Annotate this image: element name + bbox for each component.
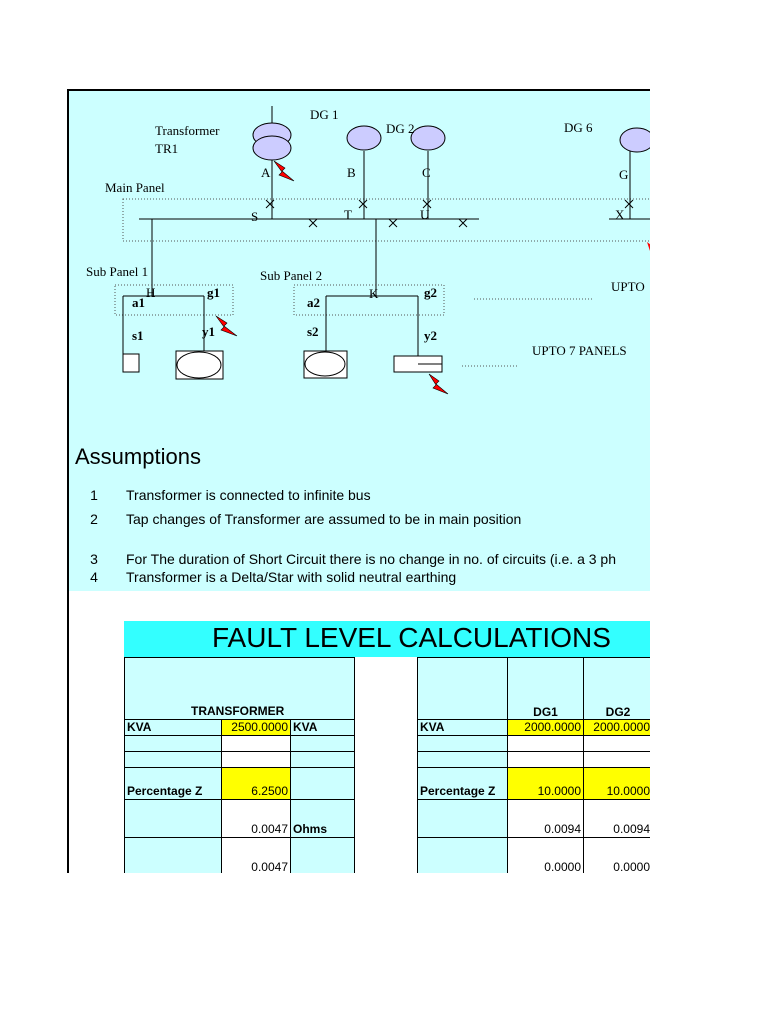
transformer-pz-label: Percentage Z — [124, 767, 222, 800]
node-c-label: C — [422, 165, 431, 180]
transformer-header: TRANSFORMER — [191, 704, 285, 718]
main-panel-label: Main Panel — [105, 180, 165, 195]
dg2-pz-value[interactable]: 10.0000 — [583, 767, 650, 800]
transformer-kva-label: KVA — [124, 719, 222, 736]
sp2-s2-label: s2 — [307, 324, 319, 339]
dg1-generator-icon — [347, 126, 381, 150]
sp1-y1-label: y1 — [202, 324, 215, 339]
sp1-g1-label: g1 — [207, 285, 220, 300]
s1-load — [123, 354, 139, 372]
worksheet — [67, 89, 650, 873]
sp2-g2-label: g2 — [424, 285, 437, 300]
bus-x-label: X — [615, 207, 625, 222]
dg2-generator-icon — [411, 126, 445, 150]
upto-label: UPTO — [611, 279, 645, 294]
fault-marker-icon — [216, 316, 237, 336]
dg2-ohms-value: 0.0094 — [583, 799, 650, 838]
sp1-a1-label: a1 — [132, 295, 145, 310]
dg-kva-label: KVA — [417, 719, 508, 736]
transformer-ohms-unit: Ohms — [290, 799, 355, 838]
bus-t-label: T — [344, 207, 352, 222]
upto-7-panels-label: UPTO 7 PANELS — [532, 343, 627, 358]
fault-marker-icon — [274, 161, 294, 181]
assumption-text: Transformer is a Delta/Star with solid neutral earthing — [126, 569, 457, 585]
assumption-number: 4 — [90, 569, 98, 585]
assumption-text: Transformer is connected to infinite bus — [126, 487, 371, 503]
transformer-last-value: 0.0047 — [221, 837, 291, 873]
assumption-number: 3 — [90, 551, 98, 567]
transformer-ohms-value: 0.0047 — [221, 799, 291, 838]
dg1-kva-value[interactable]: 2000.0000 — [507, 719, 584, 736]
dg2-label: DG 2 — [386, 121, 415, 136]
y1-motor-icon — [177, 352, 221, 378]
sp1-s1-label: s1 — [132, 328, 144, 343]
transformer-label: Transformer — [155, 123, 220, 138]
breaker-marks — [266, 200, 633, 227]
dg6-label: DG 6 — [564, 120, 593, 135]
main-panel-box — [123, 199, 650, 241]
assumption-number: 2 — [90, 511, 98, 527]
fault-title-band — [124, 621, 650, 657]
dg-pz-label: Percentage Z — [417, 767, 508, 800]
assumption-text: For The duration of Short Circuit there is no change in no. of circuits (i.e. a 3 ph — [126, 551, 616, 567]
s2-motor-icon — [305, 352, 345, 376]
fault-marker-icon — [429, 374, 448, 394]
fault-marker-icon — [647, 242, 650, 251]
dg2-header: DG2 — [583, 657, 650, 720]
node-a-label: A — [261, 165, 271, 180]
fault-title: FAULT LEVEL CALCULATIONS — [212, 622, 611, 653]
dg1-pz-value[interactable]: 10.0000 — [507, 767, 584, 800]
node-g-label: G — [619, 167, 629, 182]
node-b-label: B — [347, 165, 356, 180]
transformer-id: TR1 — [155, 141, 179, 156]
dg1-header: DG1 — [507, 657, 584, 720]
dg2-last-value: 0.0000 — [583, 837, 650, 873]
assumption-number: 1 — [90, 487, 98, 503]
dg6-generator-icon — [620, 128, 650, 152]
bus-s-label: S — [251, 209, 259, 224]
dg1-label: DG 1 — [310, 107, 339, 122]
transformer-coil-bottom — [253, 136, 291, 160]
assumptions-heading: Assumptions — [75, 444, 201, 469]
dg1-last-value: 0.0000 — [507, 837, 584, 873]
sp2-k-label: K — [369, 286, 379, 301]
sub-panel-2-label: Sub Panel 2 — [260, 268, 323, 283]
dg2-kva-value[interactable]: 2000.0000 — [583, 719, 650, 736]
sub-panel-1-label: Sub Panel 1 — [86, 264, 149, 279]
transformer-pz-value[interactable]: 6.2500 — [221, 767, 291, 800]
sp2-a2-label: a2 — [307, 295, 320, 310]
assumption-text: Tap changes of Transformer are assumed to be in main position — [126, 511, 522, 527]
bus-u-label: U — [420, 207, 430, 222]
single-line-diagram — [69, 91, 650, 431]
sp2-y2-label: y2 — [424, 328, 437, 343]
transformer-kva-unit: KVA — [290, 719, 355, 736]
dg1-ohms-value: 0.0094 — [507, 799, 584, 838]
transformer-kva-value[interactable]: 2500.0000 — [221, 719, 291, 736]
sp1-h-label: H — [146, 285, 156, 300]
